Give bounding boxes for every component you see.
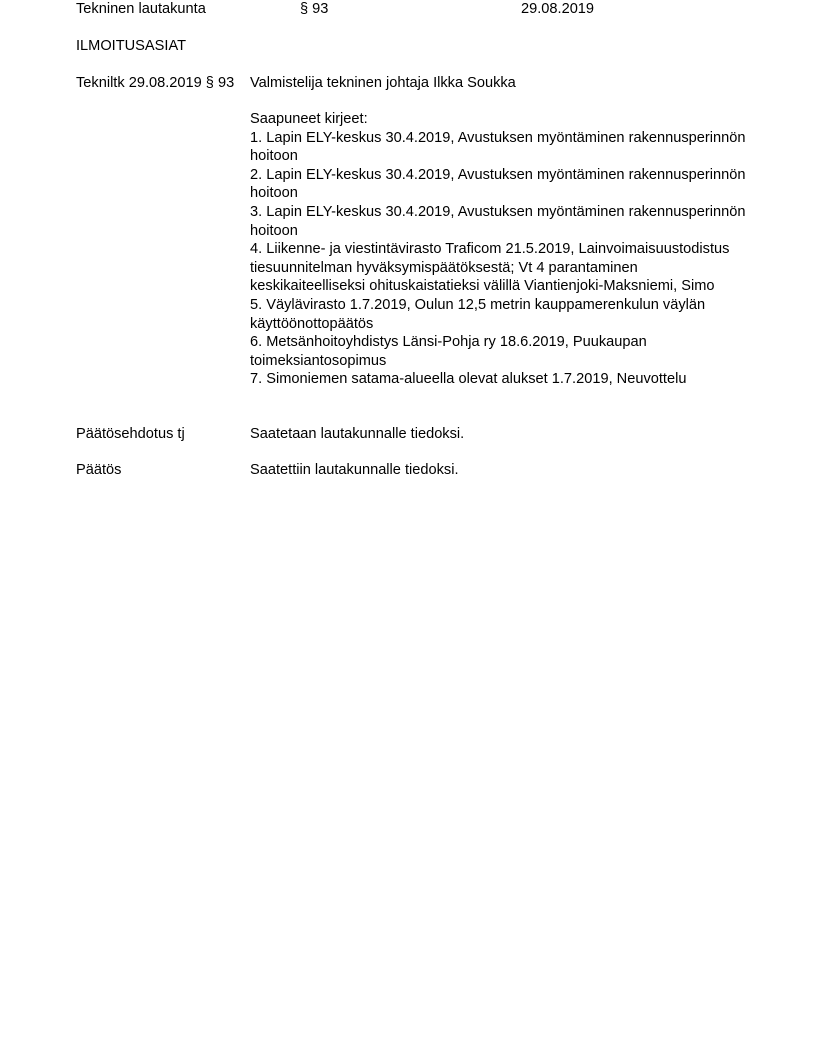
letter-item: 4. Liikenne- ja viestintävirasto Traficom 21.5.2019, Lainvoimaisuustodistus tiesuunnitelman hyväksymispäätöksestä; Vt 4 parantaminen keskikaiteelliseksi ohituskaistatieksi välillä Viantienjoki-Maksniemi, Simo [250,241,730,295]
letter-item: 6. Metsänhoitoyhdistys Länsi-Pohja ry 18.6.2019, Puukaupan toimeksiantosopimus [250,334,647,369]
header-section: § 93 [300,1,329,17]
proposal-text: Saatetaan lautakunnalle tiedoksi. [250,426,465,442]
letter-item: 2. Lapin ELY-keskus 30.4.2019, Avustuksen myöntäminen rakennusperinnön hoitoon [250,166,746,202]
header-committee: Tekninen lautakunta [76,1,206,17]
proposal-label: Päätösehdotus tj [76,426,185,442]
received-letters [250,110,750,389]
letter-item: 3. Lapin ELY-keskus 30.4.2019, Avustuksen myöntäminen rakennusperinnön hoitoon [250,203,746,239]
preparer-text: Valmistelija tekninen johtaja Ilkka Soukka [250,75,516,91]
decision-text: Saatettiin lautakunnalle tiedoksi. [250,462,459,478]
letter-item: 5. Väylävirasto 1.7.2019, Oulun 12,5 metrin kauppamerenkulun väylän käyttöönottopäätös [250,296,706,332]
header-date: 29.08.2019 [521,1,595,17]
letter-item: 7. Simoniemen satama-alueella olevat alukset 1.7.2019, Neuvottelu [250,371,687,388]
document-title: ILMOITUSASIAT [76,38,187,54]
letter-item: 1. Lapin ELY-keskus 30.4.2019, Avustuksen myöntäminen rakennusperinnön hoitoon [250,129,746,165]
reference-label: Tekniltk 29.08.2019 § 93 [76,75,235,91]
decision-label: Päätös [76,462,122,478]
letters-intro: Saapuneet kirjeet: [250,111,368,127]
